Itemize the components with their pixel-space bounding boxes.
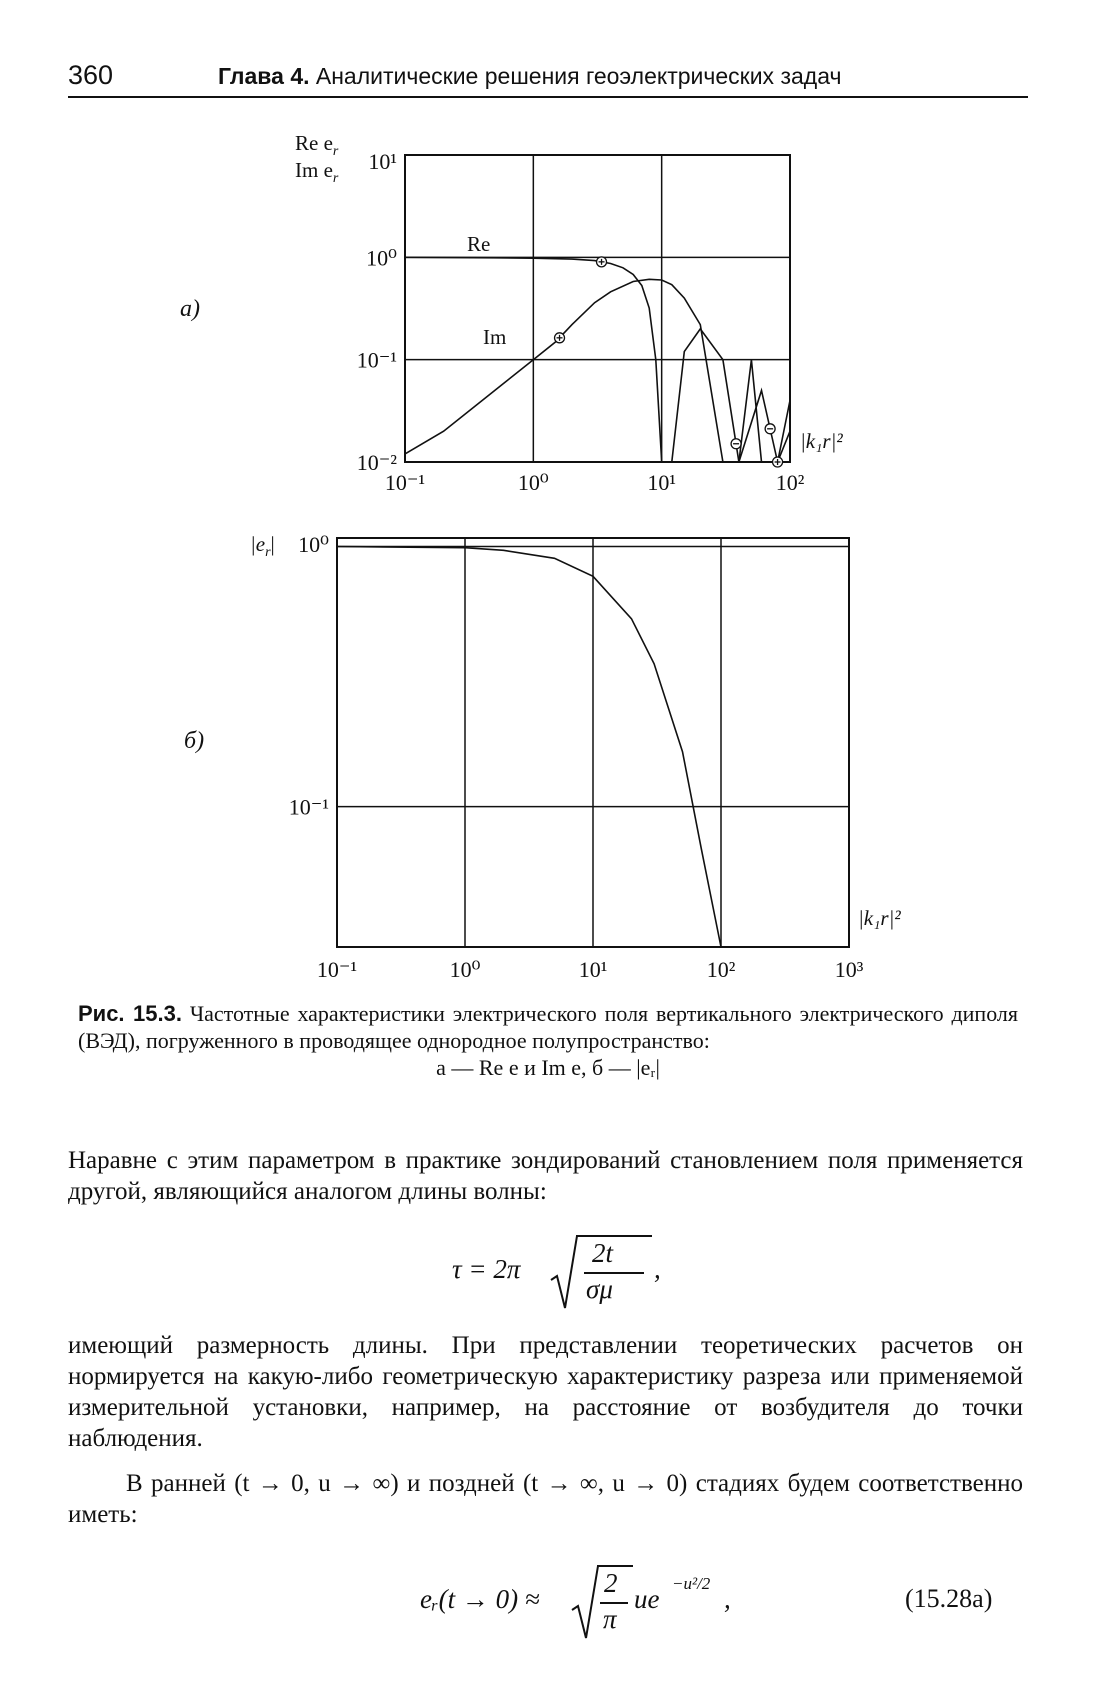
panel-a <box>180 131 843 495</box>
panel-a-xtick: 10⁻¹ <box>384 470 426 495</box>
eq1-tail: , <box>654 1254 661 1284</box>
eq2-tail: , <box>724 1584 731 1614</box>
caption-label: Рис. 15.3. <box>78 1001 182 1026</box>
panel-a-xlabel: |k₁r|² <box>800 429 843 453</box>
eq2-lhs: eᵣ(t → 0) ≈ <box>420 1584 540 1614</box>
series-er-magnitude-line <box>337 547 721 948</box>
panel-b-ytick: 10⁻¹ <box>288 794 329 820</box>
panel-a-ylabel-re: Re $e_r$ <box>295 131 339 159</box>
eq2-denominator: π <box>603 1604 617 1634</box>
panel-a-xtick: 10¹ <box>647 470 676 495</box>
panel-b-xlabel: |k₁r|² <box>858 906 901 930</box>
panel-a-markers <box>555 257 783 467</box>
panel-b-letter: б) <box>184 728 205 754</box>
curve-label-im: Im <box>483 325 507 349</box>
eq1-numerator: 2t <box>592 1238 614 1268</box>
eq2-vinculum <box>597 1565 633 1567</box>
series-im-line <box>405 279 790 462</box>
panel-a-xtick: 10² <box>775 470 805 495</box>
eq1-denominator: σμ <box>586 1274 613 1304</box>
curve-label-re: Re <box>467 232 491 256</box>
sign-marker-plus <box>555 333 565 343</box>
panel-b-ticks <box>289 532 864 982</box>
panel-a-ytick: 10⁰ <box>366 245 397 271</box>
eq1-lhs: τ = 2π <box>452 1254 521 1284</box>
eq2-rhs: ue <box>634 1584 660 1614</box>
eq1-vinculum <box>576 1235 652 1237</box>
panel-b-ytick: 10⁰ <box>298 532 329 557</box>
caption-text: Частотные характеристики электрического поля вертикального электрического диполя (ВЭД), погруженного в проводящее однородное полупространство: <box>78 1001 1019 1053</box>
eq2-radical <box>570 1562 600 1642</box>
equation-number: (15.28a) <box>905 1584 993 1613</box>
eq1-radical <box>549 1232 579 1312</box>
eq2-numerator: 2 <box>604 1568 618 1598</box>
panel-b-xtick: 10¹ <box>578 957 608 982</box>
sign-marker-plus <box>773 457 783 467</box>
panel-b <box>184 532 901 982</box>
sign-marker-plus <box>597 257 607 267</box>
eq2-exponent: −u²/2 <box>672 1574 711 1593</box>
chapter-label: Глава 4. <box>218 63 310 89</box>
equation-tau <box>452 1232 692 1312</box>
page-number: 360 <box>68 60 114 90</box>
chapter-title: Аналитические решения геоэлектрических задач <box>315 63 842 89</box>
panel-a-ytick: 10⁻¹ <box>356 347 397 373</box>
panel-a-letter: а) <box>180 296 200 322</box>
paragraph-1: Наравне с этим параметром в практике зондирований становлением поля применяется другой, являющийся аналогом длины волны: <box>68 1147 1023 1205</box>
equation-15-28a <box>420 1562 750 1642</box>
panel-b-ylabel: $|e_r|$ <box>250 532 275 560</box>
sign-marker-minus <box>765 424 775 434</box>
panel-b-xtick: 10⁻¹ <box>316 957 358 982</box>
panel-b-xtick: 10⁰ <box>449 957 481 982</box>
panel-b-xtick: 10² <box>706 957 736 982</box>
panel-a-ylabel-im: Im $e_r$ <box>295 158 339 186</box>
paragraph-2: имеющий размерность длины. При представлении теоретических расчетов он нормируется на какую-либо геометрическую характеристику разреза или применяемой измерительной установки, например, на расстояние от возбудителя до точки наблюдения. <box>68 1332 1023 1452</box>
panel-a-ytick: 10⁻² <box>356 450 397 475</box>
figure-caption <box>78 1000 1018 1081</box>
sign-marker-minus <box>731 439 741 449</box>
caption-last-line: а — Re e и Im e, б — |eᵣ| <box>436 1055 660 1080</box>
panel-a-xtick: 10⁰ <box>517 470 549 495</box>
paragraph-3: В ранней (t → 0, u → ∞) и поздней (t → ∞, u → 0) стадиях будем соответственно иметь: <box>68 1470 1023 1528</box>
panel-b-grid <box>337 538 849 947</box>
panel-b-xtick: 10³ <box>834 957 864 982</box>
panel-a-ytick: 10¹ <box>368 149 397 174</box>
